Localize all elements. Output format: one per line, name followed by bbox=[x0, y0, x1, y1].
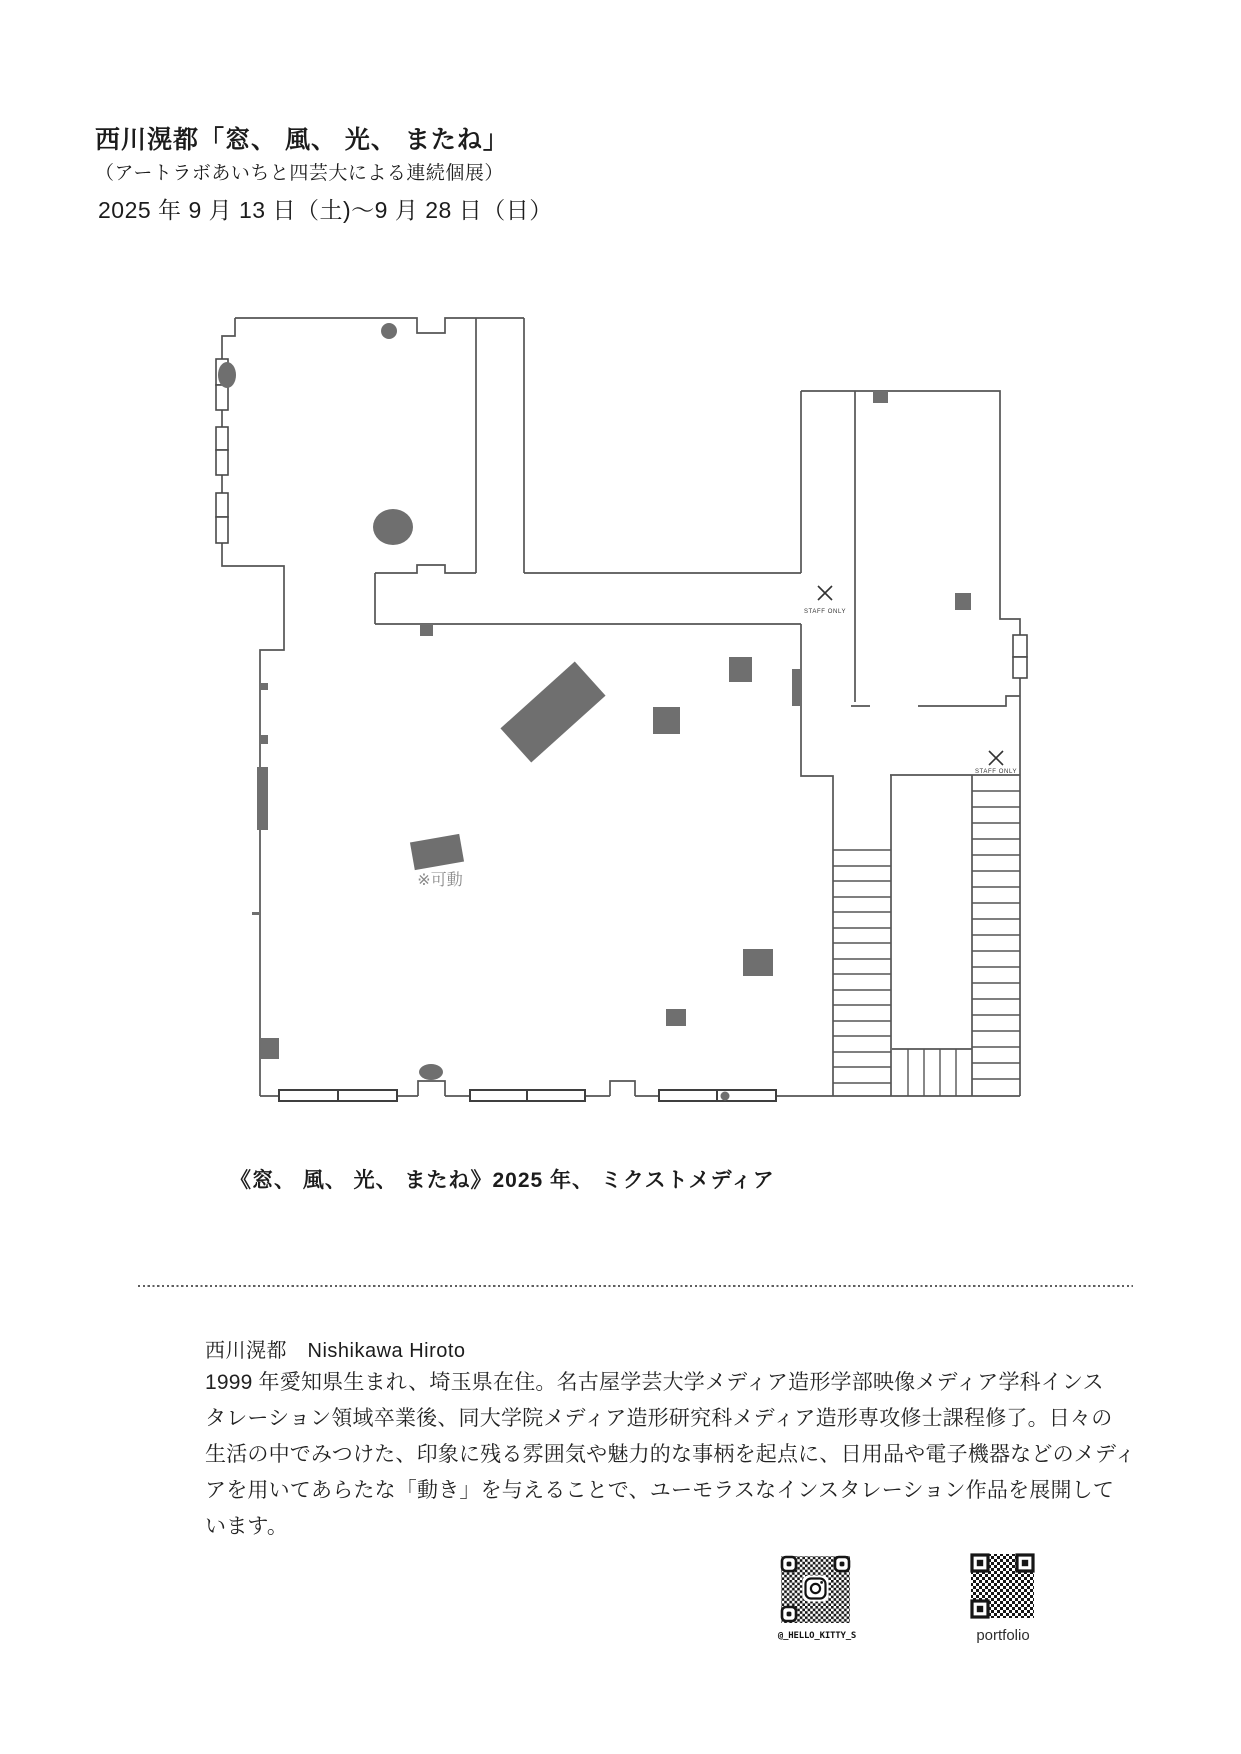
staircase-treads bbox=[833, 791, 1020, 1096]
staff-only-label: STAFF ONLY bbox=[974, 769, 1018, 775]
portfolio-label: portfolio bbox=[976, 1627, 1030, 1644]
window-markers bbox=[216, 359, 1027, 678]
bio-line: います。 bbox=[205, 1515, 289, 1538]
staff-only-mark-1 bbox=[804, 586, 846, 615]
page-title: 西川滉都「窓、 風、 光、 またね」 bbox=[95, 126, 509, 154]
staff-only-label: STAFF ONLY bbox=[803, 609, 847, 615]
page-subtitle: （アートラボあいちと四芸大による連続個展） bbox=[95, 163, 504, 184]
movable-note-label: ※可動 bbox=[417, 872, 463, 889]
dotted-divider bbox=[138, 1285, 1133, 1287]
exhibition-dates: 2025 年 9 月 13 日（土)～9 月 28 日（日） bbox=[98, 197, 553, 223]
instagram-handle-label: @_HELLO_KITTY_S bbox=[777, 1631, 857, 1641]
bio-line: 生活の中でみつけた、印象に残る雰囲気や魅力的な事柄を起点に、日用品や電子機器などのメディ bbox=[205, 1443, 1136, 1466]
artist-name: 西川滉都 Nishikawa Hiroto bbox=[205, 1340, 466, 1362]
x-door-icon bbox=[989, 751, 1003, 765]
bio-line: 1999 年愛知県生まれ、埼玉県在住。名古屋学芸大学メディア造形学部映像メディア学科インス bbox=[205, 1371, 1104, 1394]
floor-plan-walls bbox=[222, 318, 1020, 1096]
artwork-caption: 《窓、 風、 光、 またね》2025 年、 ミクストメディア bbox=[230, 1169, 775, 1192]
x-door-icon bbox=[818, 586, 832, 600]
display-cases bbox=[279, 1090, 776, 1101]
bio-line: アを用いてあらたな「動き」を与えることで、ユーモラスなインスタレーション作品を展開して bbox=[205, 1479, 1115, 1502]
furniture-blocks bbox=[218, 323, 971, 1101]
instagram-qr-code bbox=[779, 1554, 852, 1625]
staff-only-mark-2 bbox=[975, 751, 1017, 775]
bio-line: タレーション領域卒業後、同大学院メディア造形研究科メディア造形専攻修士課程修了。日々の bbox=[205, 1407, 1113, 1430]
instagram-icon bbox=[803, 1576, 829, 1602]
portfolio-qr-code bbox=[970, 1553, 1035, 1619]
